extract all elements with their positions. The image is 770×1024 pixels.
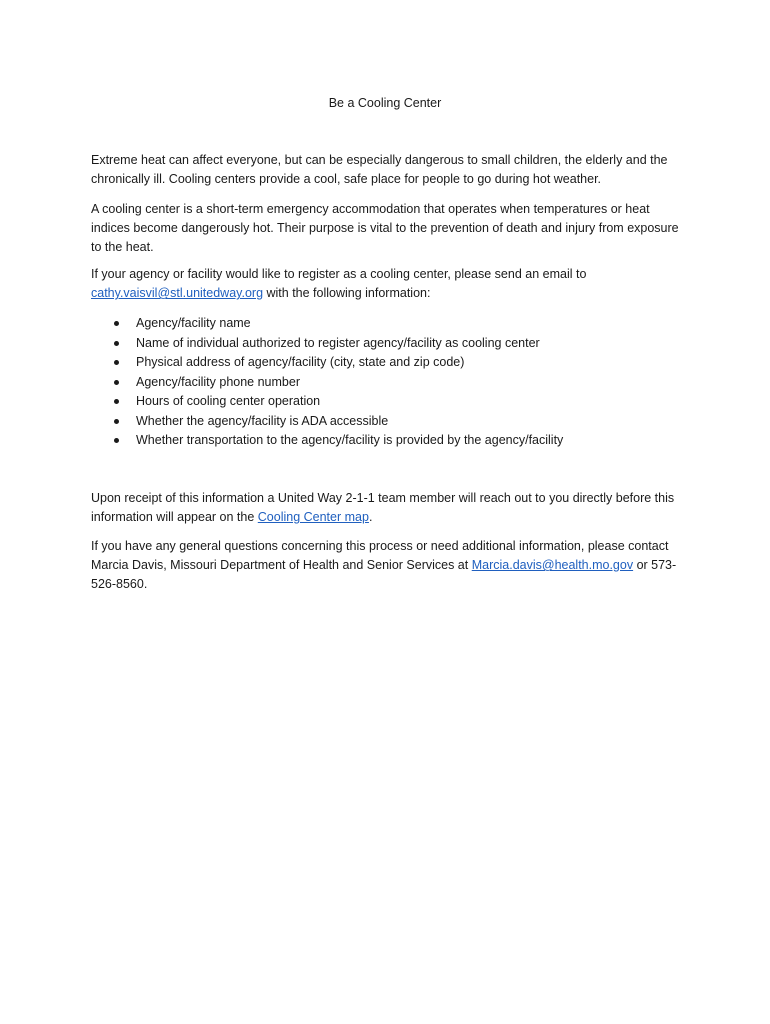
email-link-cathy[interactable]: cathy.vaisvil@stl.unitedway.org <box>91 286 264 301</box>
email-link-marcia[interactable]: Marcia.davis@health.mo.gov <box>471 558 634 573</box>
list-item <box>112 431 712 451</box>
bullet-icon <box>114 341 119 346</box>
contact-paragraph <box>91 537 691 595</box>
intro-paragraph <box>91 151 691 189</box>
paragraph-text-after-link: or 573-526-8560. <box>91 558 677 592</box>
paragraph-text <box>91 265 691 303</box>
bullet-icon <box>114 380 119 385</box>
list-item-text: Hours of cooling center operation <box>136 394 321 408</box>
paragraph-text-before-link: Upon receipt of this information a United Way 2-1-1 team member will reach out to you directly before this information will appear on the <box>91 491 675 525</box>
followup-paragraph <box>91 489 691 527</box>
bullet-icon <box>114 438 119 443</box>
list-item-text: Name of individual authorized to register agency/facility as cooling center <box>136 335 540 350</box>
list-item-text: Whether transportation to the agency/facility is provided by the agency/facility <box>136 433 564 447</box>
list-item-text: Whether the agency/facility is ADA accessible <box>136 413 389 428</box>
list-item-text: Agency/facility phone number <box>136 374 300 389</box>
list-item <box>112 334 712 354</box>
list-item-text: Agency/facility name <box>136 316 251 330</box>
bullet-icon <box>114 419 119 424</box>
list-item-text: Physical address of agency/facility (city, state and zip code) <box>136 355 465 369</box>
paragraph-text-before-link: If you have any general questions concerning this process or need additional information, please contact Marcia Davis, Missouri Department of Health and Senior Services at <box>91 539 669 573</box>
paragraph-text: A cooling center is a short-term emergency accommodation that operates when temperatures or heat indices become dangerously hot. Their purpose is vital to the prevention of death and injury from exposure to the heat. <box>91 202 679 255</box>
paragraph-text-after-link: with the following information: <box>263 286 431 301</box>
list-item <box>112 314 712 334</box>
required-info-list <box>112 314 712 451</box>
list-item <box>112 412 712 432</box>
paragraph-text <box>91 489 691 527</box>
list-item <box>112 392 712 412</box>
bullet-icon <box>114 399 119 404</box>
bullet-icon <box>114 360 119 365</box>
document-title: Be a Cooling Center <box>328 96 442 110</box>
paragraph-text-after-link: . <box>368 510 373 525</box>
paragraph-text-before-link: If your agency or facility would like to register as a cooling center, please send an email to <box>91 267 587 281</box>
paragraph-text: Extreme heat can affect everyone, but can be especially dangerous to small children, the elderly and the chronically ill. Cooling centers provide a cool, safe place for people to go during hot weather. <box>91 153 668 187</box>
paragraph-text <box>91 537 691 595</box>
list-item <box>112 373 712 393</box>
cooling-center-map-link[interactable]: Cooling Center map <box>257 510 369 525</box>
list-item <box>112 353 712 373</box>
register-paragraph <box>91 265 691 303</box>
definition-paragraph <box>91 200 691 258</box>
bullet-icon <box>114 321 119 326</box>
